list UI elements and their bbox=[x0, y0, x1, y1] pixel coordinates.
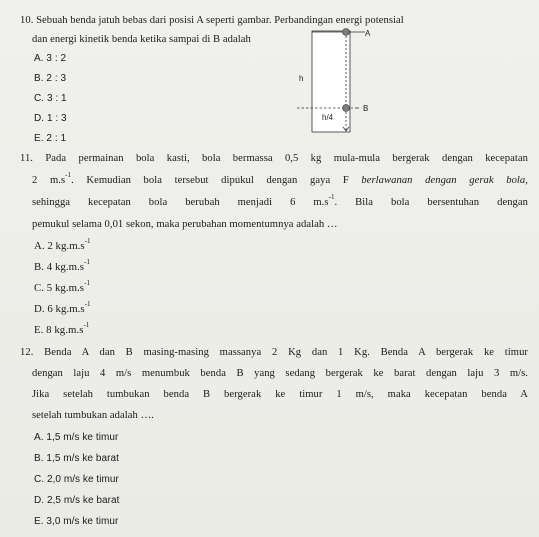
question-12-text-3: Jika setelah tumbukan benda B bergerak ke timur 1 m/s, maka kecepatan benda A bbox=[32, 389, 528, 400]
option-text: 1,5 m/s ke barat bbox=[46, 453, 119, 464]
question-11-option-a[interactable] bbox=[34, 237, 91, 253]
unit-exponent: -1 bbox=[65, 171, 72, 180]
label-h: h bbox=[299, 74, 304, 83]
unit-exponent: -1 bbox=[328, 193, 335, 202]
question-11-text-3b: . Bila bola bersentuhan dengan bbox=[334, 197, 528, 208]
question-11-line-1 bbox=[20, 152, 528, 165]
unit-exponent: -1 bbox=[84, 300, 91, 309]
label-a: A bbox=[365, 29, 371, 38]
question-10-option-c[interactable] bbox=[34, 92, 67, 105]
option-letter: E. bbox=[34, 516, 44, 527]
question-10-text-1: Sebuah benda jatuh bebas dari posisi A seperti gambar. Perbandingan energi potensial bbox=[36, 15, 404, 26]
question-10-line-1 bbox=[20, 14, 404, 27]
question-12-option-d[interactable] bbox=[34, 494, 119, 507]
option-text: 3 : 1 bbox=[46, 93, 67, 104]
question-11-option-d[interactable] bbox=[34, 300, 91, 316]
free-fall-figure bbox=[285, 28, 385, 138]
option-text: 2 : 3 bbox=[46, 73, 67, 84]
unit-exponent: -1 bbox=[84, 258, 90, 267]
option-letter: A. bbox=[34, 432, 44, 443]
question-11-number: 11. bbox=[20, 153, 33, 164]
question-10-text-2: dan energi kinetik benda ketika sampai di B adalah bbox=[32, 34, 251, 45]
question-11-text-2: . Kemudian bola tersebut dipukul dengan gaya F bbox=[71, 175, 362, 186]
question-12-option-c[interactable] bbox=[34, 473, 119, 486]
question-11-speed-initial: 2 m.s bbox=[32, 175, 66, 186]
question-12-number: 12. bbox=[20, 347, 34, 358]
question-10-option-e[interactable] bbox=[34, 132, 66, 145]
question-12-option-e[interactable] bbox=[34, 515, 118, 528]
option-letter: C. bbox=[34, 282, 45, 294]
option-text: 1,5 m/s ke timur bbox=[46, 432, 119, 443]
question-11-line-2 bbox=[32, 171, 528, 187]
option-letter: E. bbox=[34, 133, 44, 144]
question-12-text-1: Benda A dan B masing-masing massanya 2 Kg dan 1 Kg. Benda A bergerak ke timur bbox=[44, 347, 529, 358]
ball-b bbox=[343, 105, 350, 112]
option-text: 4 kg.m.s bbox=[46, 261, 85, 273]
option-letter: A. bbox=[34, 240, 45, 252]
question-12-text-4: setelah tumbukan adalah …. bbox=[32, 410, 154, 421]
label-b: B bbox=[363, 104, 369, 113]
question-12-line-1 bbox=[20, 346, 528, 359]
unit-exponent: -1 bbox=[83, 321, 90, 330]
question-11-text-3a: sehingga kecepatan bola berubah menjadi 6 m.s bbox=[32, 197, 329, 208]
option-text: 2,0 m/s ke timur bbox=[46, 474, 119, 485]
ball-a bbox=[343, 29, 350, 36]
option-text: 6 kg.m.s bbox=[47, 303, 85, 315]
option-text: 5 kg.m.s bbox=[46, 282, 85, 294]
label-h4: h/4 bbox=[322, 113, 334, 122]
question-10-number: 10. bbox=[20, 15, 34, 26]
option-letter: A. bbox=[34, 53, 44, 64]
option-text: 1 : 3 bbox=[46, 113, 67, 124]
question-11-text-4: pemukul selama 0,01 sekon, maka perubahan momentumnya adalah … bbox=[32, 219, 338, 230]
question-10-option-d[interactable] bbox=[34, 112, 67, 125]
question-12-option-b[interactable] bbox=[34, 452, 119, 465]
option-letter: C. bbox=[34, 474, 45, 485]
option-text: 2,5 m/s ke barat bbox=[46, 495, 120, 506]
option-letter: B. bbox=[34, 261, 45, 273]
question-11-text-1: Pada permainan bola kasti, bola bermassa 0,5 kg mula-mula bergerak dengan kecepatan bbox=[45, 153, 528, 164]
option-text: 2 kg.m.s bbox=[47, 240, 85, 252]
option-letter: B. bbox=[34, 453, 44, 464]
option-letter: E. bbox=[34, 324, 44, 336]
option-letter: B. bbox=[34, 73, 44, 84]
question-11-option-e[interactable] bbox=[34, 321, 90, 337]
question-10-option-b[interactable] bbox=[34, 72, 66, 85]
option-letter: D. bbox=[34, 495, 45, 506]
question-12-option-a[interactable] bbox=[34, 431, 118, 444]
option-text: 8 kg.m.s bbox=[46, 324, 84, 336]
unit-exponent: -1 bbox=[84, 279, 90, 288]
option-letter: C. bbox=[34, 93, 45, 104]
unit-exponent: -1 bbox=[84, 237, 91, 246]
option-text: 2 : 1 bbox=[46, 133, 67, 144]
question-10-option-a[interactable] bbox=[34, 52, 66, 65]
option-text: 3 : 2 bbox=[46, 53, 67, 64]
option-text: 3,0 m/s ke timur bbox=[46, 516, 119, 527]
question-11-option-b[interactable] bbox=[34, 258, 90, 274]
question-11-option-c[interactable] bbox=[34, 279, 90, 295]
question-11-line-3 bbox=[32, 193, 528, 209]
option-letter: D. bbox=[34, 303, 45, 315]
option-letter: D. bbox=[34, 113, 45, 124]
question-11-italic-text: berlawanan dengan gerak bola, bbox=[361, 175, 528, 186]
question-12-text-2: dengan laju 4 m/s menumbuk benda B yang sedang bergerak ke barat dengan laju 3 m/s. bbox=[32, 368, 528, 379]
